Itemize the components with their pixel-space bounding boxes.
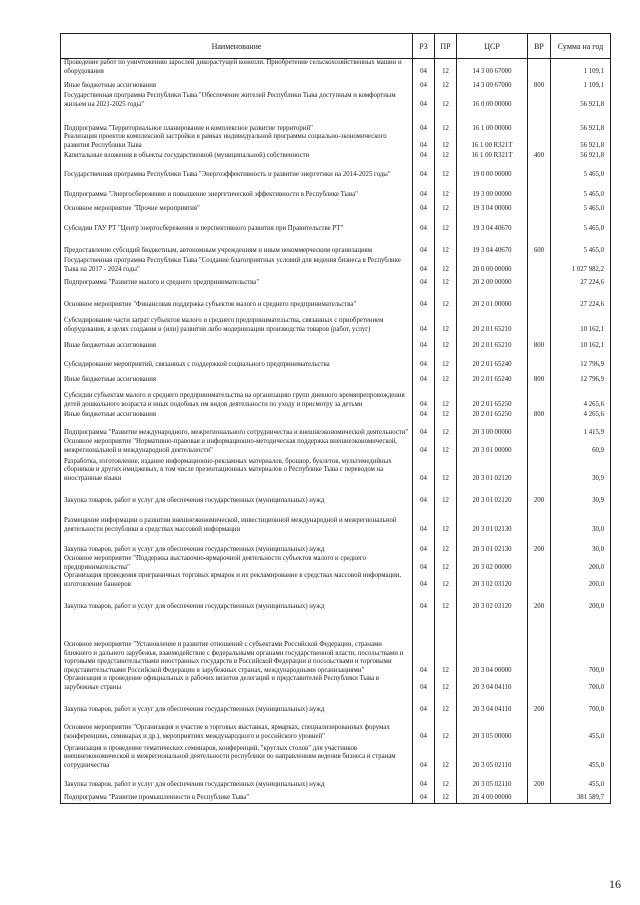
cell-rz: 04 bbox=[413, 554, 435, 572]
cell-pr: 12 bbox=[435, 419, 457, 437]
table-row bbox=[61, 109, 611, 133]
table-row bbox=[61, 213, 611, 233]
cell-sum: 700,0 bbox=[551, 611, 611, 675]
cell-rz: 04 bbox=[413, 287, 435, 309]
cell-name: Субсидирование части затрат субъектов малого и среднего предпринимательства, связанных с приобретением оборудования, в целях создания и (или) развития либо модернизации производства товаров (работ, услуг) bbox=[61, 309, 413, 334]
cell-rz: 04 bbox=[413, 90, 435, 109]
cell-vr: 800 bbox=[528, 369, 551, 384]
cell-vr bbox=[528, 505, 551, 534]
cell-sum: 455,0 bbox=[551, 741, 611, 770]
cell-pr: 12 bbox=[435, 76, 457, 90]
cell-vr bbox=[528, 554, 551, 572]
cell-name: Основное мероприятие "Установление и развитие отношений с субъектами Российской Федерации, странами ближнего и дальнего зарубежья, взаимодействие с федеральными органами государственной власти, посольствами и торговыми представительствами иностранных государств в Российской Федерации и посольствами и торговыми представительствами Российской Федерации в зарубежных странах, международными организациями" bbox=[61, 611, 413, 675]
cell-name: Капитальные вложения в объекты государственной (муниципальной) собственности bbox=[61, 150, 413, 160]
cell-sum: 12 796,9 bbox=[551, 350, 611, 369]
cell-csr: 19 0 00 00000 bbox=[457, 160, 528, 179]
table-row bbox=[61, 59, 611, 77]
cell-csr: 20 4 00 00000 bbox=[457, 789, 528, 803]
table-row bbox=[61, 437, 611, 455]
cell-sum: 455,0 bbox=[551, 714, 611, 741]
cell-csr: 20 3 02 03120 bbox=[457, 572, 528, 589]
cell-rz: 04 bbox=[413, 160, 435, 179]
cell-sum: 455,0 bbox=[551, 770, 611, 789]
table-row bbox=[61, 692, 611, 714]
cell-sum: 10 162,1 bbox=[551, 309, 611, 334]
cell-name: Подпрограмма "Развитие промышленности в Республике Тыва" bbox=[61, 789, 413, 803]
cell-rz: 04 bbox=[413, 589, 435, 611]
cell-sum: 5 465,0 bbox=[551, 179, 611, 199]
cell-csr: 14 3 00 67000 bbox=[457, 59, 528, 77]
cell-name: Закупка товаров, работ и услуг для обеспечения государственных (муниципальных) нужд bbox=[61, 534, 413, 554]
cell-pr: 12 bbox=[435, 369, 457, 384]
header-vr: ВР bbox=[528, 34, 551, 59]
cell-rz: 04 bbox=[413, 199, 435, 213]
cell-name: Государственная программа Республики Тыва "Обеспечение жителей Республики Тыва доступным и комфортным жильем на 2021-2025 годы" bbox=[61, 90, 413, 109]
cell-sum: 5 465,0 bbox=[551, 199, 611, 213]
cell-pr: 12 bbox=[435, 334, 457, 350]
cell-rz: 04 bbox=[413, 455, 435, 483]
table-row bbox=[61, 714, 611, 741]
budget-table-sheet bbox=[60, 33, 610, 804]
cell-vr bbox=[528, 789, 551, 803]
cell-pr: 12 bbox=[435, 160, 457, 179]
cell-name: Организация и проведение официальных и рабочих визитов делегаций и представителей Республики Тыва в зарубежные страны bbox=[61, 675, 413, 692]
cell-csr: 20 3 04 04110 bbox=[457, 675, 528, 692]
table-row bbox=[61, 255, 611, 274]
cell-vr bbox=[528, 419, 551, 437]
cell-sum: 27 224,6 bbox=[551, 287, 611, 309]
cell-csr: 20 3 00 00000 bbox=[457, 419, 528, 437]
cell-vr: 200 bbox=[528, 770, 551, 789]
cell-pr: 12 bbox=[435, 409, 457, 419]
cell-sum: 4 265,6 bbox=[551, 409, 611, 419]
table-row bbox=[61, 334, 611, 350]
cell-name: Иные бюджетные ассигнования bbox=[61, 369, 413, 384]
header-pr: ПР bbox=[435, 34, 457, 59]
table-row bbox=[61, 534, 611, 554]
cell-rz: 04 bbox=[413, 505, 435, 534]
table-row bbox=[61, 741, 611, 770]
cell-pr: 12 bbox=[435, 554, 457, 572]
table-row bbox=[61, 675, 611, 692]
cell-pr: 12 bbox=[435, 255, 457, 274]
cell-vr bbox=[528, 255, 551, 274]
cell-name: Закупка товаров, работ и услуг для обеспечения государственных (муниципальных) нужд bbox=[61, 589, 413, 611]
cell-pr: 12 bbox=[435, 199, 457, 213]
cell-vr: 600 bbox=[528, 233, 551, 255]
cell-vr bbox=[528, 675, 551, 692]
cell-name: Государственная программа Республики Тыва "Создание благоприятных условий для ведения бизнеса в Республике Тыва на 2017 - 2024 годы" bbox=[61, 255, 413, 274]
cell-name: Закупка товаров, работ и услуг для обеспечения государственных (муниципальных) нужд bbox=[61, 770, 413, 789]
cell-csr: 19 3 04 00000 bbox=[457, 199, 528, 213]
cell-csr: 20 3 02 03120 bbox=[457, 589, 528, 611]
table-row bbox=[61, 409, 611, 419]
table-row bbox=[61, 572, 611, 589]
cell-vr bbox=[528, 199, 551, 213]
cell-name: Государственная программа Республики Тыва "Энергоэффективность и развитие энергетики на 2014-2025 годы" bbox=[61, 160, 413, 179]
cell-rz: 04 bbox=[413, 692, 435, 714]
cell-rz: 04 bbox=[413, 133, 435, 150]
cell-rz: 04 bbox=[413, 350, 435, 369]
cell-sum: 700,0 bbox=[551, 675, 611, 692]
cell-csr: 20 3 01 02130 bbox=[457, 505, 528, 534]
cell-rz: 04 bbox=[413, 572, 435, 589]
cell-pr: 12 bbox=[435, 274, 457, 287]
header-rz: РЗ bbox=[413, 34, 435, 59]
cell-csr: 14 3 00 67000 bbox=[457, 76, 528, 90]
cell-pr: 12 bbox=[435, 505, 457, 534]
cell-vr bbox=[528, 59, 551, 77]
cell-vr bbox=[528, 274, 551, 287]
cell-vr bbox=[528, 455, 551, 483]
cell-pr: 12 bbox=[435, 534, 457, 554]
cell-rz: 04 bbox=[413, 714, 435, 741]
cell-vr bbox=[528, 309, 551, 334]
cell-pr: 12 bbox=[435, 287, 457, 309]
cell-sum: 5 465,0 bbox=[551, 160, 611, 179]
cell-pr: 12 bbox=[435, 692, 457, 714]
cell-sum: 56 921,8 bbox=[551, 90, 611, 109]
cell-pr: 12 bbox=[435, 150, 457, 160]
cell-rz: 04 bbox=[413, 213, 435, 233]
cell-vr: 400 bbox=[528, 150, 551, 160]
cell-csr: 20 0 00 00000 bbox=[457, 255, 528, 274]
cell-csr: 16 1 00 R321T bbox=[457, 150, 528, 160]
cell-pr: 12 bbox=[435, 455, 457, 483]
cell-sum: 200,0 bbox=[551, 572, 611, 589]
cell-csr: 20 3 02 00000 bbox=[457, 554, 528, 572]
cell-name: Иные бюджетные ассигнования bbox=[61, 76, 413, 90]
cell-vr bbox=[528, 287, 551, 309]
cell-vr bbox=[528, 90, 551, 109]
table-row bbox=[61, 611, 611, 675]
cell-rz: 04 bbox=[413, 76, 435, 90]
cell-sum: 56 921,8 bbox=[551, 133, 611, 150]
table-row bbox=[61, 76, 611, 90]
table-row bbox=[61, 199, 611, 213]
cell-sum: 200,0 bbox=[551, 589, 611, 611]
cell-vr bbox=[528, 714, 551, 741]
cell-vr: 200 bbox=[528, 589, 551, 611]
cell-vr bbox=[528, 437, 551, 455]
cell-vr bbox=[528, 350, 551, 369]
cell-name: Основное мероприятие "Нормативно-правовая и информационно-методическая поддержка внешнеэкономической, межрегиональной и международной деятельности" bbox=[61, 437, 413, 455]
cell-name: Основное мероприятие "Финансовая поддержка субъектов малого и среднего предпринимательства" bbox=[61, 287, 413, 309]
cell-csr: 20 3 01 02120 bbox=[457, 455, 528, 483]
cell-pr: 12 bbox=[435, 589, 457, 611]
cell-sum: 30,9 bbox=[551, 455, 611, 483]
cell-vr bbox=[528, 109, 551, 133]
cell-rz: 04 bbox=[413, 419, 435, 437]
cell-csr: 20 3 05 00000 bbox=[457, 714, 528, 741]
cell-pr: 12 bbox=[435, 741, 457, 770]
cell-rz: 04 bbox=[413, 233, 435, 255]
table-row bbox=[61, 554, 611, 572]
cell-rz: 04 bbox=[413, 150, 435, 160]
cell-rz: 04 bbox=[413, 409, 435, 419]
cell-csr: 20 2 01 65210 bbox=[457, 309, 528, 334]
cell-name: Основное мероприятие "Поддержка выставочно-ярмарочной деятельности субъектов малого и среднего предпринимательства" bbox=[61, 554, 413, 572]
cell-sum: 1 109,1 bbox=[551, 76, 611, 90]
cell-rz: 04 bbox=[413, 255, 435, 274]
cell-vr bbox=[528, 384, 551, 409]
page-number: 16 bbox=[609, 877, 621, 891]
cell-vr: 200 bbox=[528, 483, 551, 505]
cell-csr: 20 3 04 04110 bbox=[457, 692, 528, 714]
cell-pr: 12 bbox=[435, 770, 457, 789]
cell-rz: 04 bbox=[413, 179, 435, 199]
cell-pr: 12 bbox=[435, 109, 457, 133]
table-row bbox=[61, 789, 611, 803]
cell-rz: 04 bbox=[413, 437, 435, 455]
cell-csr: 19 3 04 40670 bbox=[457, 233, 528, 255]
cell-pr: 12 bbox=[435, 90, 457, 109]
cell-vr bbox=[528, 160, 551, 179]
cell-name: Субсидии ГАУ РТ "Центр энергосбережения и перспективного развития при Правительстве РТ" bbox=[61, 213, 413, 233]
cell-vr bbox=[528, 133, 551, 150]
cell-vr: 200 bbox=[528, 534, 551, 554]
cell-rz: 04 bbox=[413, 384, 435, 409]
cell-csr: 20 2 01 65240 bbox=[457, 369, 528, 384]
cell-name: Субсидии субъектам малого и среднего предпринимательства на организацию групп дневного времяпрепровождения детей дошкольного возраста и иных подобных им видов деятельности по уходу и присмотру за детьми bbox=[61, 384, 413, 409]
cell-pr: 12 bbox=[435, 59, 457, 77]
table-row bbox=[61, 505, 611, 534]
cell-pr: 12 bbox=[435, 611, 457, 675]
cell-name: Разработка, изготовление, издание информационно-рекламных материалов, брошюр, буклетов, мультимедийных сборников и других имиджевых, в том числе презентационных материалов о Республике Тыва с переводом на иностранные языки bbox=[61, 455, 413, 483]
cell-vr: 800 bbox=[528, 334, 551, 350]
cell-pr: 12 bbox=[435, 213, 457, 233]
cell-csr: 19 3 04 40670 bbox=[457, 213, 528, 233]
cell-pr: 12 bbox=[435, 233, 457, 255]
cell-sum: 200,0 bbox=[551, 554, 611, 572]
budget-table bbox=[60, 33, 611, 804]
cell-rz: 04 bbox=[413, 675, 435, 692]
cell-name: Проведение работ по уничтожению зарослей дикорастущей конопли. Приобретение сельскохозяйственных машин и оборудования bbox=[61, 59, 413, 77]
cell-sum: 30,0 bbox=[551, 505, 611, 534]
cell-name: Подпрограмма "Территориальное планирование и комплексное развитие территорий" bbox=[61, 109, 413, 133]
cell-rz: 04 bbox=[413, 611, 435, 675]
cell-vr bbox=[528, 213, 551, 233]
cell-vr bbox=[528, 179, 551, 199]
cell-csr: 20 2 01 65240 bbox=[457, 350, 528, 369]
cell-vr bbox=[528, 611, 551, 675]
table-row bbox=[61, 419, 611, 437]
cell-csr: 20 3 01 02130 bbox=[457, 534, 528, 554]
cell-rz: 04 bbox=[413, 770, 435, 789]
table-row bbox=[61, 455, 611, 483]
cell-sum: 56 921,8 bbox=[551, 109, 611, 133]
cell-sum: 10 162,1 bbox=[551, 334, 611, 350]
table-row bbox=[61, 287, 611, 309]
cell-name: Субсидирование мероприятий, связанных с поддержкой социального предпринимательства bbox=[61, 350, 413, 369]
cell-pr: 12 bbox=[435, 133, 457, 150]
cell-rz: 04 bbox=[413, 483, 435, 505]
cell-sum: 4 265,6 bbox=[551, 384, 611, 409]
cell-name: Организация и проведение тематических семинаров, конференций, "круглых столов" для участников внешнеэкономической и межрегиональной деятельности республики по направлениям ведения бизнеса и странам сотрудничества bbox=[61, 741, 413, 770]
table-row bbox=[61, 770, 611, 789]
cell-pr: 12 bbox=[435, 483, 457, 505]
cell-csr: 20 2 01 65250 bbox=[457, 384, 528, 409]
cell-csr: 20 3 01 00000 bbox=[457, 437, 528, 455]
table-row bbox=[61, 369, 611, 384]
cell-sum: 1 027 982,2 bbox=[551, 255, 611, 274]
cell-csr: 20 2 01 65250 bbox=[457, 409, 528, 419]
cell-rz: 04 bbox=[413, 741, 435, 770]
table-row bbox=[61, 309, 611, 334]
cell-vr: 800 bbox=[528, 409, 551, 419]
cell-rz: 04 bbox=[413, 789, 435, 803]
table-row bbox=[61, 90, 611, 109]
cell-name: Закупка товаров, работ и услуг для обеспечения государственных (муниципальных) нужд bbox=[61, 692, 413, 714]
cell-csr: 20 3 01 02120 bbox=[457, 483, 528, 505]
cell-sum: 56 921,8 bbox=[551, 150, 611, 160]
table-row bbox=[61, 160, 611, 179]
cell-vr: 800 bbox=[528, 76, 551, 90]
cell-csr: 16 1 00 00000 bbox=[457, 109, 528, 133]
cell-name: Предоставление субсидий бюджетным, автономным учреждениям и иным некоммерческим организациям bbox=[61, 233, 413, 255]
cell-rz: 04 bbox=[413, 309, 435, 334]
cell-rz: 04 bbox=[413, 334, 435, 350]
cell-sum: 700,0 bbox=[551, 692, 611, 714]
cell-name: Подпрограмма "Развитие международного, межрегионального сотрудничества и внешнеэкономической деятельности" bbox=[61, 419, 413, 437]
cell-rz: 04 bbox=[413, 534, 435, 554]
cell-rz: 04 bbox=[413, 59, 435, 77]
header-name: Наименование bbox=[61, 34, 413, 59]
cell-csr: 16 0 00 00000 bbox=[457, 90, 528, 109]
cell-name: Подпрограмма "Развитие малого и среднего предпринимательства" bbox=[61, 274, 413, 287]
cell-sum: 381 589,7 bbox=[551, 789, 611, 803]
table-row bbox=[61, 150, 611, 160]
cell-csr: 19 3 00 00000 bbox=[457, 179, 528, 199]
cell-pr: 12 bbox=[435, 675, 457, 692]
cell-sum: 27 224,6 bbox=[551, 274, 611, 287]
table-row bbox=[61, 233, 611, 255]
cell-pr: 12 bbox=[435, 437, 457, 455]
cell-rz: 04 bbox=[413, 369, 435, 384]
table-row bbox=[61, 179, 611, 199]
cell-sum: 1 415,9 bbox=[551, 419, 611, 437]
cell-name: Подпрограмма "Энергосбережение и повышение энергетической эффективности в Республике Тыва" bbox=[61, 179, 413, 199]
cell-name: Иные бюджетные ассигнования bbox=[61, 409, 413, 419]
cell-rz: 04 bbox=[413, 109, 435, 133]
cell-name: Основное мероприятие "Прочие мероприятия" bbox=[61, 199, 413, 213]
table-row bbox=[61, 384, 611, 409]
cell-csr: 20 3 05 02110 bbox=[457, 770, 528, 789]
cell-csr: 20 2 01 00000 bbox=[457, 287, 528, 309]
cell-csr: 16 1 00 R321T bbox=[457, 133, 528, 150]
cell-pr: 12 bbox=[435, 179, 457, 199]
cell-pr: 12 bbox=[435, 309, 457, 334]
cell-pr: 12 bbox=[435, 714, 457, 741]
table-row bbox=[61, 274, 611, 287]
cell-sum: 60,9 bbox=[551, 437, 611, 455]
cell-rz: 04 bbox=[413, 274, 435, 287]
cell-sum: 5 465,0 bbox=[551, 233, 611, 255]
header-csr: ЦСР bbox=[457, 34, 528, 59]
table-header-row bbox=[61, 34, 611, 59]
cell-name: Иные бюджетные ассигнования bbox=[61, 334, 413, 350]
table-row bbox=[61, 483, 611, 505]
cell-csr: 20 3 05 02110 bbox=[457, 741, 528, 770]
cell-name: Закупка товаров, работ и услуг для обеспечения государственных (муниципальных) нужд bbox=[61, 483, 413, 505]
cell-name: Основное мероприятие "Организация и участие в торговых выставках, ярмарках, специализированных форумах (конференциях, семинарах и др.), мероприятиях международного и российского уровней" bbox=[61, 714, 413, 741]
table-row bbox=[61, 589, 611, 611]
cell-csr: 20 3 04 00000 bbox=[457, 611, 528, 675]
header-sum: Сумма на год bbox=[551, 34, 611, 59]
cell-name: Размещение информации о развитии внешнеэкономической, инвестиционной международной и межрегиональной деятельности республики в средствах массовой информации bbox=[61, 505, 413, 534]
cell-vr bbox=[528, 572, 551, 589]
cell-sum: 5 465,0 bbox=[551, 213, 611, 233]
cell-vr: 200 bbox=[528, 692, 551, 714]
cell-sum: 30,9 bbox=[551, 483, 611, 505]
cell-pr: 12 bbox=[435, 350, 457, 369]
cell-vr bbox=[528, 741, 551, 770]
cell-pr: 12 bbox=[435, 384, 457, 409]
cell-csr: 20 2 01 65210 bbox=[457, 334, 528, 350]
table-row bbox=[61, 133, 611, 150]
cell-name: Реализация проектов комплексной застройки в рамках индивидуальной программы социально-экономического развития Республики Тыва bbox=[61, 133, 413, 150]
cell-pr: 12 bbox=[435, 572, 457, 589]
cell-sum: 12 796,9 bbox=[551, 369, 611, 384]
cell-name: Организация проведения приграничных торговых ярмарок и их рекламирование в средствах массовой информации, изготовление баннеров bbox=[61, 572, 413, 589]
table-row bbox=[61, 350, 611, 369]
cell-sum: 30,0 bbox=[551, 534, 611, 554]
cell-csr: 20 2 00 00000 bbox=[457, 274, 528, 287]
cell-sum: 1 109,1 bbox=[551, 59, 611, 77]
cell-pr: 12 bbox=[435, 789, 457, 803]
